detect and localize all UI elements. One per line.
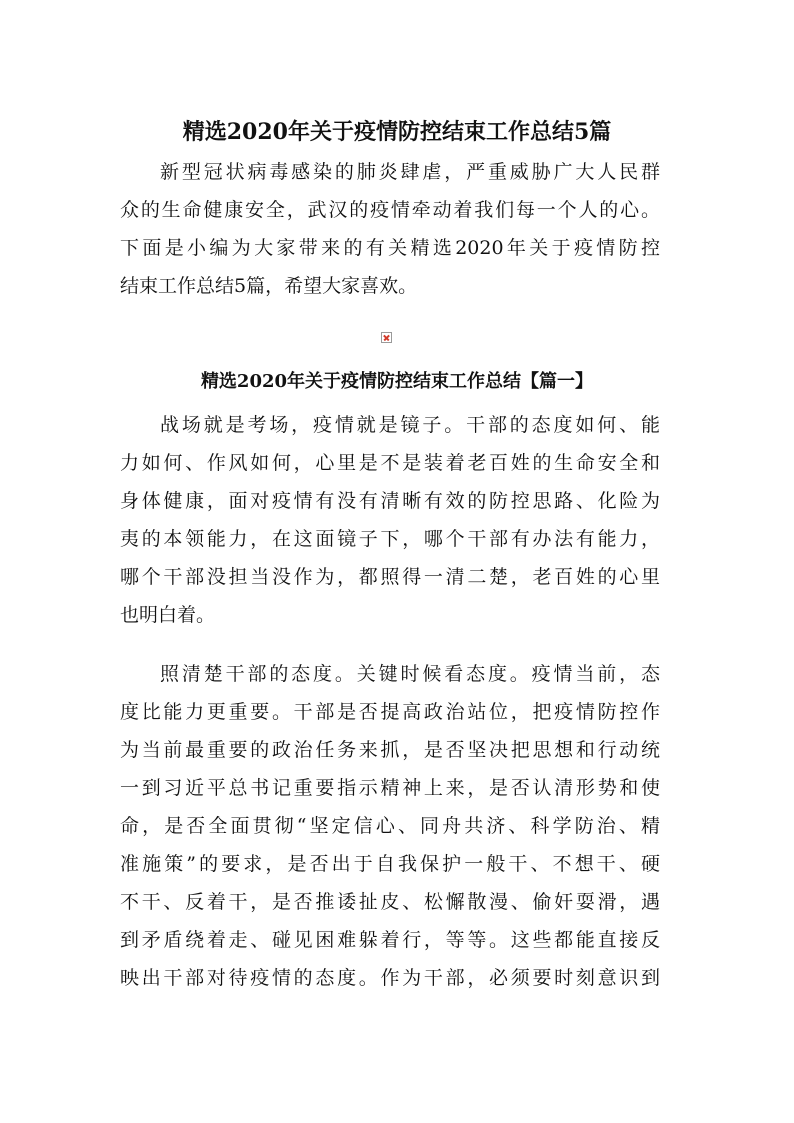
text-line: 映出干部对待疫情的态度。作为干部，必须要时刻意识到	[120, 967, 660, 989]
broken-image-icon	[381, 332, 392, 343]
text-line: 照清楚干部的态度。关键时候看态度。疫情当前，态	[160, 663, 660, 685]
text-line: 众的生命健康安全，武汉的疫情牵动着我们每一个人的心。	[120, 199, 660, 221]
text-line: 结束工作总结5篇，希望大家喜欢。	[120, 275, 418, 297]
text-line: 力如何、作风如何，心里是不是装着老百姓的生命安全和	[120, 452, 660, 474]
text-line: 度比能力更重要。干部是否提高政治站位，把疫情防控作	[120, 701, 660, 723]
section-heading: 精选2020年关于疫情防控结束工作总结【篇一】	[200, 371, 594, 392]
text-line: 不干、反着干，是否推诿扯皮、松懈散漫、偷奸耍滑，遇	[120, 891, 660, 913]
document-title: 精选2020年关于疫情防控结束工作总结5篇	[182, 119, 612, 145]
text-line: 下面是小编为大家带来的有关精选2020年关于疫情防控	[120, 237, 660, 259]
text-line: 哪个干部没担当没作为，都照得一清二楚，老百姓的心里	[120, 566, 660, 588]
text-line: 身体健康，面对疫情有没有清晰有效的防控思路、化险为	[120, 490, 660, 512]
text-line: 命，是否全面贯彻“坚定信心、同舟共济、科学防治、精	[120, 815, 660, 837]
text-line: 也明白着。	[120, 604, 216, 626]
text-line: 准施策”的要求，是否出于自我保护一般干、不想干、硬	[120, 853, 660, 875]
body-paragraph	[120, 406, 660, 634]
intro-paragraph	[120, 153, 660, 305]
text-line: 战场就是考场，疫情就是镜子。干部的态度如何、能	[160, 414, 660, 436]
text-line: 为当前最重要的政治任务来抓，是否坚决把思想和行动统	[120, 739, 660, 761]
text-line: 新型冠状病毒感染的肺炎肆虐，严重威胁广大人民群	[160, 161, 660, 183]
text-line: 到矛盾绕着走、碰见困难躲着行，等等。这些都能直接反	[120, 929, 660, 951]
text-line: 夷的本领能力，在这面镜子下，哪个干部有办法有能力，	[120, 528, 660, 550]
text-line: 一到习近平总书记重要指示精神上来，是否认清形势和使	[120, 777, 660, 799]
body-paragraph	[120, 655, 660, 997]
